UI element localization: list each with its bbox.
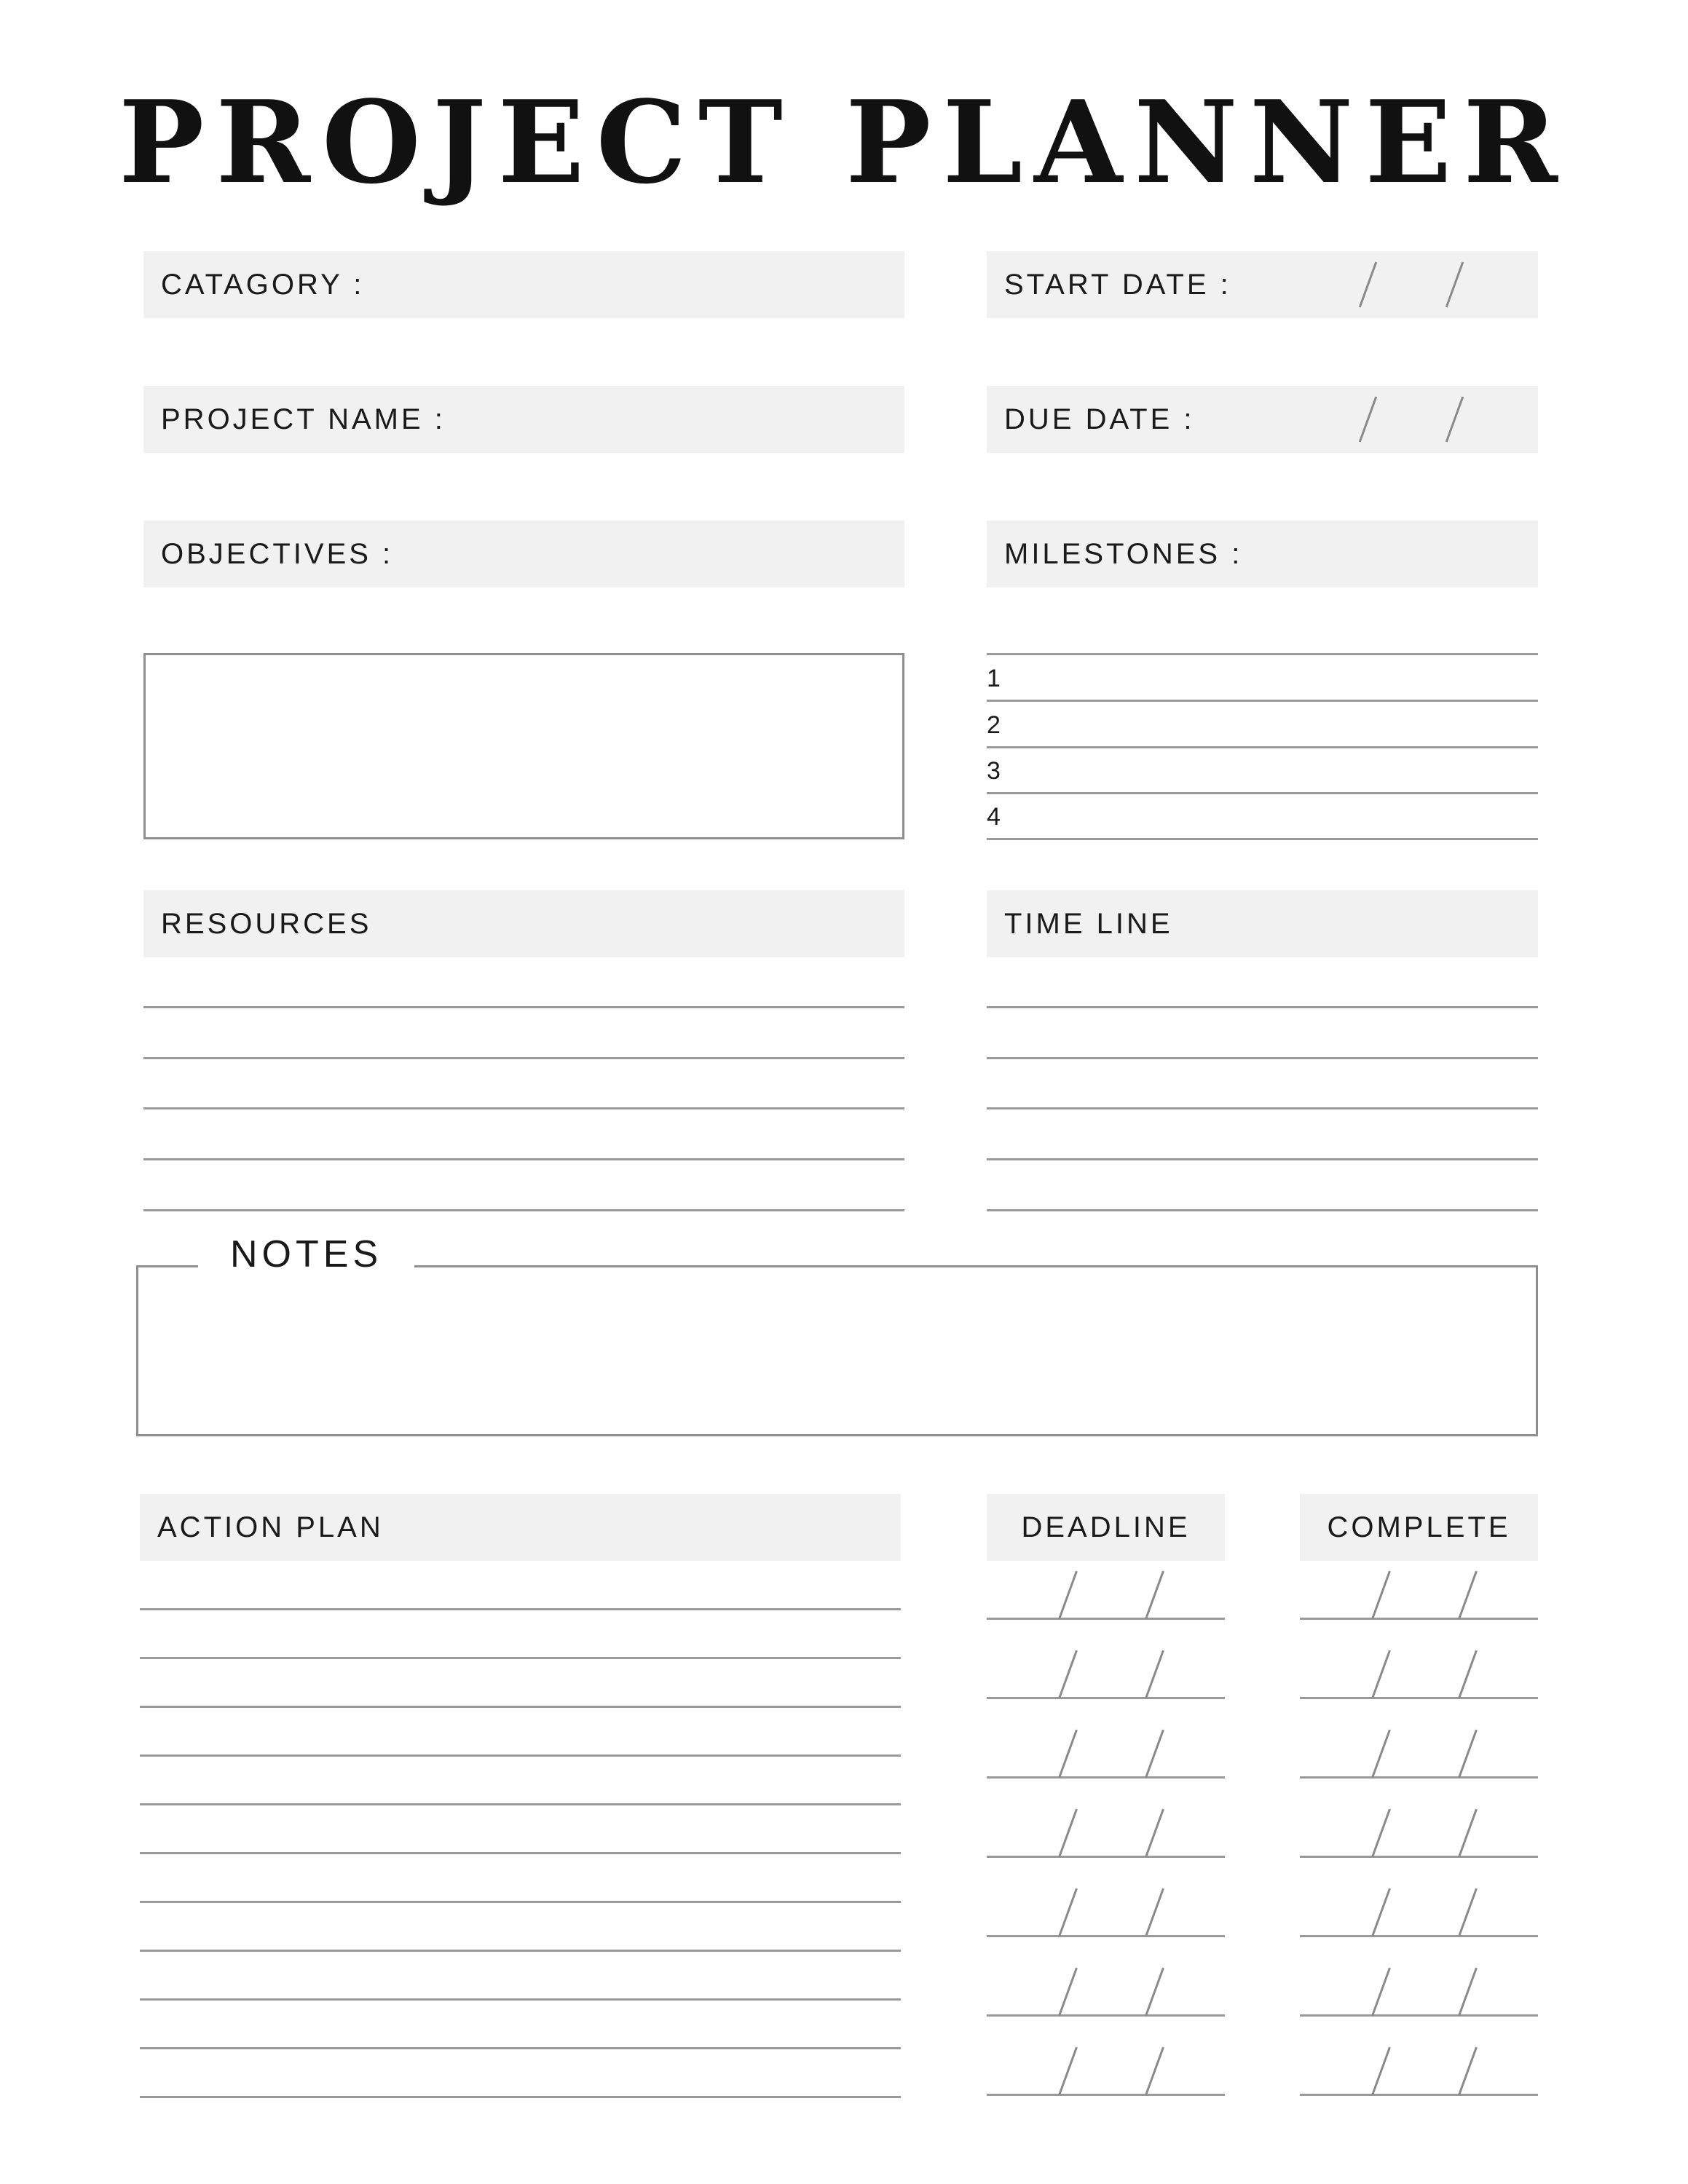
page-title: PROJECT PLANNER (119, 76, 1569, 209)
action-plan-line[interactable] (140, 1706, 901, 1708)
complete-line[interactable] (1300, 1935, 1538, 1937)
date-separator-icon (1359, 261, 1377, 307)
date-separator-icon (1145, 1809, 1164, 1858)
date-separator-icon (1371, 1809, 1391, 1858)
date-separator-icon (1058, 1650, 1078, 1699)
date-separator-icon (1458, 1650, 1478, 1699)
complete-line[interactable] (1300, 2094, 1538, 2096)
action-plan-label: ACTION PLAN (157, 1511, 384, 1543)
milestone-line (987, 653, 1538, 655)
start-date-field[interactable] (987, 251, 1538, 318)
milestone-number: 4 (987, 803, 1001, 831)
resources-line[interactable] (143, 1057, 904, 1059)
action-plan-line[interactable] (140, 1950, 901, 1952)
date-separator-icon (1458, 1809, 1478, 1858)
project-name-label: PROJECT NAME : (161, 403, 446, 435)
objectives-label: OBJECTIVES : (161, 537, 394, 570)
date-separator-icon (1371, 1968, 1391, 2017)
due-date-field[interactable] (987, 386, 1538, 453)
date-separator-icon (1145, 1571, 1164, 1620)
action-plan-line[interactable] (140, 2096, 901, 2098)
milestone-line[interactable] (987, 838, 1538, 840)
milestone-number: 2 (987, 711, 1001, 739)
date-separator-icon (1058, 1571, 1078, 1620)
date-separator-icon (1058, 2047, 1078, 2096)
date-separator-icon (1458, 1730, 1478, 1779)
deadline-label: DEADLINE (1021, 1511, 1191, 1543)
date-separator-icon (1371, 1730, 1391, 1779)
notes-box[interactable] (136, 1265, 1538, 1436)
time-line-header (987, 890, 1538, 957)
milestone-number: 3 (987, 757, 1001, 785)
deadline-line[interactable] (987, 1618, 1225, 1620)
complete-line[interactable] (1300, 2014, 1538, 2017)
date-separator-icon (1145, 2047, 1164, 2096)
date-separator-icon (1446, 261, 1464, 307)
resources-header (143, 890, 904, 957)
date-separator-icon (1145, 1968, 1164, 2017)
action-plan-line[interactable] (140, 1998, 901, 2001)
action-plan-line[interactable] (140, 1657, 901, 1659)
due-date-label: DUE DATE : (1004, 403, 1195, 435)
date-separator-icon (1058, 1968, 1078, 2017)
time-line-line[interactable] (987, 1107, 1538, 1109)
complete-label: COMPLETE (1327, 1511, 1511, 1543)
date-separator-icon (1145, 1888, 1164, 1937)
milestone-number: 1 (987, 665, 1001, 692)
action-plan-line[interactable] (140, 2047, 901, 2049)
date-separator-icon (1145, 1650, 1164, 1699)
deadline-header (987, 1494, 1225, 1561)
objectives-field (143, 521, 904, 587)
time-line-line[interactable] (987, 1006, 1538, 1008)
date-separator-icon (1359, 396, 1377, 442)
complete-line[interactable] (1300, 1697, 1538, 1699)
resources-label: RESOURCES (161, 907, 372, 940)
objectives-box[interactable] (143, 653, 904, 839)
project-name-field[interactable] (143, 386, 904, 453)
date-separator-icon (1458, 1888, 1478, 1937)
action-plan-line[interactable] (140, 1901, 901, 1903)
resources-line[interactable] (143, 1006, 904, 1008)
notes-label: NOTES (198, 1235, 414, 1273)
action-plan-line[interactable] (140, 1803, 901, 1805)
deadline-line[interactable] (987, 2014, 1225, 2017)
deadline-line[interactable] (987, 1776, 1225, 1779)
time-line-line[interactable] (987, 1057, 1538, 1059)
date-separator-icon (1058, 1809, 1078, 1858)
action-plan-line[interactable] (140, 1852, 901, 1854)
milestone-line[interactable] (987, 792, 1538, 794)
milestone-line[interactable] (987, 746, 1538, 748)
milestone-line[interactable] (987, 700, 1538, 702)
time-line-line[interactable] (987, 1158, 1538, 1160)
resources-line[interactable] (143, 1158, 904, 1160)
date-separator-icon (1145, 1730, 1164, 1779)
deadline-line[interactable] (987, 1935, 1225, 1937)
date-separator-icon (1371, 1571, 1391, 1620)
category-label: CATAGORY : (161, 268, 365, 301)
date-separator-icon (1058, 1730, 1078, 1779)
deadline-line[interactable] (987, 1697, 1225, 1699)
resources-line[interactable] (143, 1107, 904, 1109)
date-separator-icon (1371, 1650, 1391, 1699)
date-separator-icon (1458, 1571, 1478, 1620)
milestones-header (987, 521, 1538, 587)
category-field[interactable] (143, 251, 904, 318)
action-plan-header (140, 1494, 901, 1561)
action-plan-line[interactable] (140, 1754, 901, 1757)
complete-header (1300, 1494, 1538, 1561)
date-separator-icon (1446, 396, 1464, 442)
deadline-line[interactable] (987, 2094, 1225, 2096)
start-date-label: START DATE : (1004, 268, 1231, 301)
resources-line[interactable] (143, 1209, 904, 1211)
action-plan-line[interactable] (140, 1608, 901, 1610)
date-separator-icon (1458, 2047, 1478, 2096)
time-line-label: TIME LINE (1004, 907, 1173, 940)
complete-line[interactable] (1300, 1618, 1538, 1620)
date-separator-icon (1058, 1888, 1078, 1937)
time-line-line[interactable] (987, 1209, 1538, 1211)
date-separator-icon (1371, 2047, 1391, 2096)
date-separator-icon (1371, 1888, 1391, 1937)
date-separator-icon (1458, 1968, 1478, 2017)
complete-line[interactable] (1300, 1856, 1538, 1858)
deadline-line[interactable] (987, 1856, 1225, 1858)
complete-line[interactable] (1300, 1776, 1538, 1779)
milestones-label: MILESTONES : (1004, 537, 1243, 570)
